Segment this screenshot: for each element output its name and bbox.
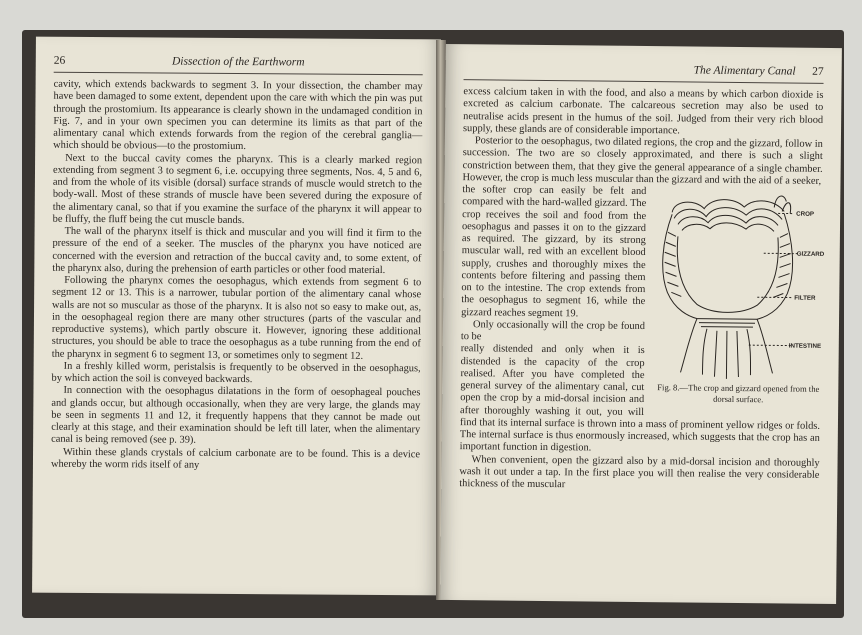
label-crop: CROP [796, 210, 815, 218]
paragraph: cavity, which extends backwards to segment 3. In your dissection, the chamber may have been damaged to some extent, dependent upon the care with which the pin was put through the prostomium. Its appearance is clearly shown in the undamaged condition in Fig. 7, and in your own specimen you can determine its limits as that part of the alimentary canal which extends forwards from the region of the cerebral ganglia—which should be obvious—to the prostomium. [53, 78, 423, 153]
running-title: Dissection of the Earthworm [171, 55, 305, 69]
paragraph: Within these glands crystals of calcium carbonate are to be found. This is a device whereby the worm rids itself of any [50, 446, 421, 471]
figure-caption: Fig. 8.—The crop and gizzard opened from the dorsal surface. [657, 382, 820, 405]
page-number: 26 [53, 54, 66, 67]
right-page [440, 44, 842, 604]
paragraph: Next to the buccal cavity comes the pharynx. This is a clearly marked region extending from segment 3 to segment 6, i.e. occupying three segments, Nos. 4, 5 and 6, and from the whole of its visible (dorsal) surface strands of muscle would stretch to the body-wall. Most of these strands of muscle have been severed during the exposure of the alimentary canal, so that if you examine the surface of the pharynx it will appear to be fluffy, the fluff being the cut muscle bands. [52, 152, 423, 226]
paragraph: Following the pharynx comes the oesophagus, which extends from segment 6 to segment 12 or 13. This is a narrower, tubular portion of the alimentary canal whose walls are not so muscular as those of the pharynx. It is also not so easy to make out, as, in the oesophageal region there are many other structures (parts of the vascular and reproductive systems), which partly obscure it. However, ignoring these additional structures, you should be able to trace the oesophagus as a tube running from the end of the pharynx in segment 6 to segment 13, or sometimes only to segment 12. [51, 274, 422, 362]
left-page [32, 37, 441, 596]
label-filter: FILTER [794, 294, 816, 302]
paragraph: In a freshly killed worm, peristalsis is frequently to be observed in the oesophagus, by which action the soil is conveyed backwards. [51, 360, 421, 386]
left-page-header [54, 55, 423, 76]
paragraph: really distended and only when it is distended is the capacity of the crop realised. After you have completed the general survey of the alimentary canal, cut open the crop by a mid-dorsal incision and after thoroughly washing it out, you will find that its internal surface is thrown into a mass of prominent yellow ridges or folds. The internal surface is thus enormously increased, which suggests that the crop has an important function in digestion. [459, 343, 820, 454]
paragraph: Only occasionally will the crop be found to be [460, 318, 646, 343]
figure-crop-gizzard [652, 192, 826, 406]
paragraph: the softer crop can easily be felt and compared with the hard-walled gizzard. The crop receives the soil and food from the oesophagus and passes it on to the gizzard as required. The gizzard, by its strong muscular wall, red with an excellent blood supply, crushes and thoroughly mixes the contents before filtering and passing them on to the intestine. The crop extends from the oesophagus to segment 16, while the gizzard reaches segment 19. [461, 184, 647, 319]
running-title: The Alimentary Canal [693, 64, 796, 78]
paragraph: Posterior to the oesophagus, two dilated regions, the crop and the gizzard, follow in succession. The two are so closely approximated, and there is such a slight constriction between them, that they give the general appearance of a single chamber. However, the crop is much less muscular than the gizzard and with the aid of a seeker, [462, 135, 823, 187]
paragraph: The wall of the pharynx itself is thick and muscular and you will find it firm to the pressure of the end of a seeker. The muscles of the pharynx you have noticed are concerned with the eversion and retraction of the buccal cavity and, to some extent, of the pharynx also, during the prehension of earth particles or other food material. [52, 225, 422, 276]
paragraph: excess calcium taken in with the food, and also a means by which carbon dioxide is excreted as calcium carbonate. The calcareous secretion may also be used to neutralise acids present in the humus of the soil. Judged from their very rich blood supply, these glands are of considerable importance. [462, 86, 824, 137]
page-number: 27 [812, 65, 824, 78]
label-gizzard: GIZZARD [796, 250, 825, 258]
right-page-header [464, 62, 824, 84]
paragraph: When convenient, open the gizzard also by a mid-dorsal incision and thoroughly wash it out under a tap. In the first place you will then realise the very considerable thickness of the muscular [459, 453, 820, 491]
label-intestine: INTESTINE [788, 342, 822, 350]
paragraph: In connection with the oesophagus dilatations in the form of oesophageal pouches and glands occur, but although occasionally, when they are very large, the glands may be seen in segments 11 and 12, it frequently happens that they cannot be made out clearly at this stage, and their examination should be left till later, when the alimentary canal is being removed (see p. 39). [51, 385, 421, 446]
crop-gizzard-drawing [652, 192, 826, 382]
right-page-text [458, 86, 823, 596]
left-page-text [50, 79, 423, 588]
